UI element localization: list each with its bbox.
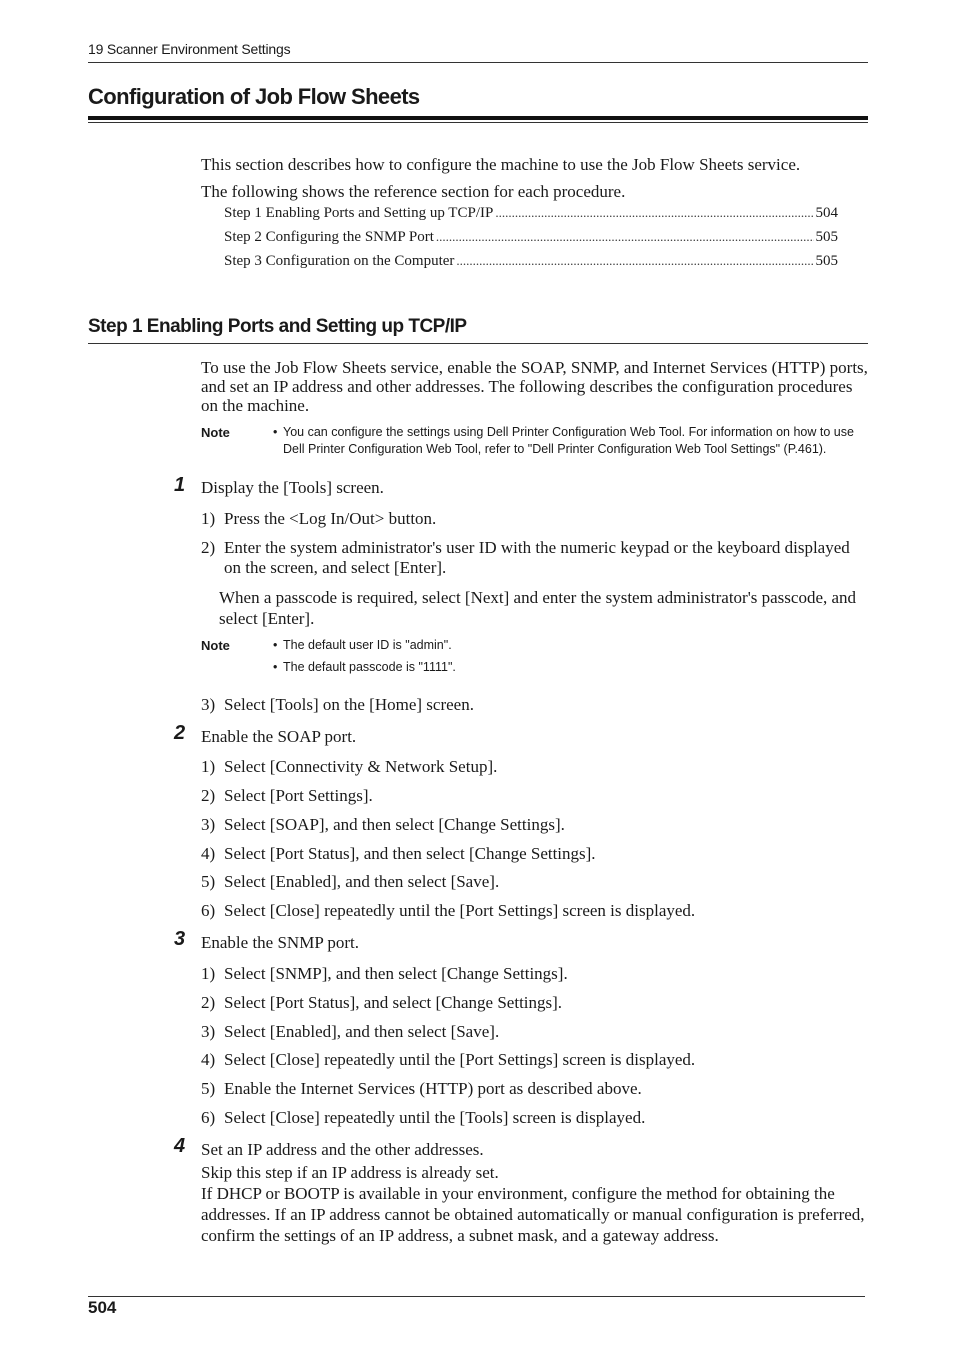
sub-step-number: 6) bbox=[201, 1108, 216, 1127]
step-number: 2 bbox=[174, 722, 186, 744]
sub-step bbox=[201, 1022, 869, 1042]
step-note: Skip this step if an IP address is already set. bbox=[201, 1163, 499, 1182]
bullet: • bbox=[273, 638, 278, 652]
passcode-text: When a passcode is required, select [Next] and enter the system administrator's passcode, and select [Enter]. bbox=[219, 588, 857, 628]
step-text: Display the [Tools] screen. bbox=[201, 478, 384, 497]
sub-step-number: 2) bbox=[201, 538, 216, 557]
sub-step-text: Select [SNMP], and then select [Change Settings]. bbox=[224, 964, 568, 983]
note-item bbox=[273, 637, 873, 654]
sub-step-number: 3) bbox=[201, 695, 216, 714]
step-text: Set an IP address and the other addresses. bbox=[201, 1140, 484, 1159]
sub-step-text: Select [Enabled], and then select [Save]. bbox=[224, 1022, 500, 1041]
sub-step-number: 6) bbox=[201, 901, 216, 920]
sub-step-number: 4) bbox=[201, 844, 216, 863]
sub-step-text: Select [Connectivity & Network Setup]. bbox=[224, 757, 498, 776]
sub-step-text: Select [Enabled], and then select [Save]. bbox=[224, 872, 500, 891]
sub-step bbox=[201, 844, 869, 864]
sub-step bbox=[201, 538, 869, 578]
toc-entry-page: 505 bbox=[815, 253, 838, 269]
sub-step-number: 3) bbox=[201, 1022, 216, 1041]
bullet: • bbox=[273, 425, 278, 439]
sub-step-text: Select [Port Settings]. bbox=[224, 786, 373, 805]
sub-step-text: Select [Close] repeatedly until the [Port Settings] screen is displayed. bbox=[224, 1050, 696, 1069]
sub-step bbox=[201, 1108, 869, 1128]
note-item bbox=[273, 659, 873, 676]
note-text: The default passcode is "1111". bbox=[283, 660, 456, 674]
sub-step-number: 4) bbox=[201, 1050, 216, 1069]
toc-leader bbox=[495, 205, 813, 221]
toc-entry-page: 505 bbox=[815, 229, 838, 245]
header-rule bbox=[88, 62, 868, 63]
sub-step-text: Select [Port Status], and then select [Change Settings]. bbox=[224, 844, 596, 863]
toc-entry-label: Step 1 Enabling Ports and Setting up TCP/IP bbox=[224, 205, 494, 221]
note-text: The default user ID is "admin". bbox=[283, 638, 452, 652]
sub-step-number: 2) bbox=[201, 993, 216, 1012]
sub-step-number: 1) bbox=[201, 509, 216, 528]
step-number: 3 bbox=[174, 928, 186, 950]
note-label: Note bbox=[201, 638, 230, 653]
sub-step-text: Enable the Internet Services (HTTP) port as described above. bbox=[224, 1079, 642, 1098]
toc-entry[interactable] bbox=[224, 205, 838, 222]
sub-step-number: 1) bbox=[201, 964, 216, 983]
section-heading: Step 1 Enabling Ports and Setting up TCP/IP bbox=[88, 316, 467, 337]
heading-rule bbox=[88, 343, 868, 344]
sub-step-text: Select [Port Status], and select [Change Settings]. bbox=[224, 993, 563, 1012]
note-item bbox=[273, 424, 873, 458]
toc-entry-label: Step 2 Configuring the SNMP Port bbox=[224, 229, 434, 245]
sub-step bbox=[201, 757, 869, 777]
note-text: You can configure the settings using Dell Printer Configuration Web Tool. For information on how to use Dell Printer Configuration Web Tool, refer to "Dell Printer Configuration Web Tool Settings" (P.461). bbox=[283, 425, 854, 456]
sub-step bbox=[201, 509, 869, 529]
sub-step-text: Enter the system administrator's user ID with the numeric keypad or the keyboard displayed on the screen, and select [Enter]. bbox=[224, 538, 850, 577]
step-number: 1 bbox=[174, 474, 186, 496]
sub-step bbox=[201, 786, 869, 806]
toc-entry-label: Step 3 Configuration on the Computer bbox=[224, 253, 455, 269]
step-number: 4 bbox=[174, 1135, 186, 1157]
sub-step bbox=[201, 993, 869, 1013]
bullet: • bbox=[273, 660, 278, 674]
sub-step-text: Press the <Log In/Out> button. bbox=[224, 509, 437, 528]
step-text: Enable the SOAP port. bbox=[201, 727, 357, 746]
sub-step-number: 2) bbox=[201, 786, 216, 805]
sub-step bbox=[201, 695, 869, 715]
page-number: 504 bbox=[88, 1298, 117, 1317]
toc-entry[interactable] bbox=[224, 253, 838, 270]
sub-step-text: Select [Close] repeatedly until the [Port Settings] screen is displayed. bbox=[224, 901, 696, 920]
sub-step bbox=[201, 872, 869, 892]
sub-step-text: Select [Close] repeatedly until the [Tools] screen is displayed. bbox=[224, 1108, 646, 1127]
sub-step-number: 1) bbox=[201, 757, 216, 776]
title-rule bbox=[88, 116, 868, 120]
sub-step bbox=[201, 815, 869, 835]
step-detail: If DHCP or BOOTP is available in your environment, configure the method for obtaining the addresses. If an IP address cannot be obtained automatically or manual configuration is preferred, confirm the settings of an IP address, a subnet mask, and a gateway address. bbox=[201, 1184, 865, 1245]
sub-step bbox=[201, 964, 869, 984]
sub-step bbox=[201, 1050, 869, 1070]
toc-leader bbox=[456, 253, 813, 269]
toc-leader bbox=[436, 229, 814, 245]
sub-step-text: Select [SOAP], and then select [Change Settings]. bbox=[224, 815, 565, 834]
sub-step-text: Select [Tools] on the [Home] screen. bbox=[224, 695, 474, 714]
sub-step bbox=[201, 1079, 869, 1099]
note-label: Note bbox=[201, 425, 230, 440]
toc-lead: The following shows the reference section for each procedure. bbox=[201, 182, 626, 201]
sub-step-number: 3) bbox=[201, 815, 216, 834]
footer-rule bbox=[88, 1296, 865, 1297]
toc-entry-page: 504 bbox=[815, 205, 838, 221]
step-text: Enable the SNMP port. bbox=[201, 933, 360, 952]
sub-step bbox=[201, 901, 869, 921]
section-intro: This section describes how to configure the machine to use the Job Flow Sheets service. bbox=[201, 155, 801, 174]
sub-step-number: 5) bbox=[201, 872, 216, 891]
step1-intro: To use the Job Flow Sheets service, enable the SOAP, SNMP, and Internet Services (HTTP) ports, and set an IP address and other addresses. The following describes the configuration procedures on the machine. bbox=[201, 358, 868, 415]
sub-step-number: 5) bbox=[201, 1079, 216, 1098]
title-rule-thin bbox=[88, 122, 868, 123]
toc-entry[interactable] bbox=[224, 229, 838, 246]
running-header: 19 Scanner Environment Settings bbox=[88, 41, 291, 57]
page-title: Configuration of Job Flow Sheets bbox=[88, 84, 420, 109]
